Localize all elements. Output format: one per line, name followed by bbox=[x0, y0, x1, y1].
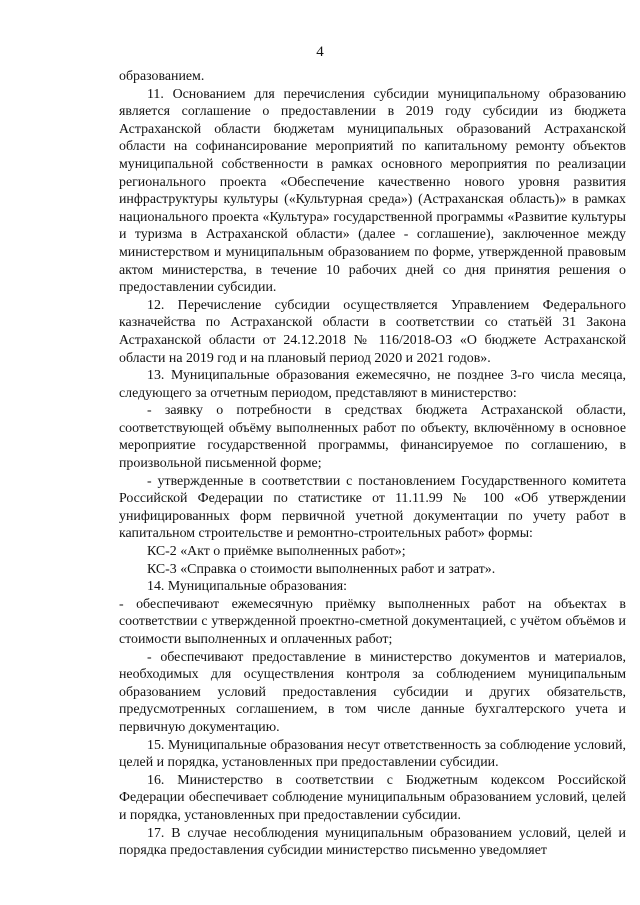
paragraph-12: 12. Перечисление субсидии осуществляется Управлением Федерального казначейства по Астраханской области в соответствии со статьёй 31 Закона Астраханской области от 24.12.2018 № 116/2018-ОЗ «О бюджете Астраханской области на 2019 год и на плановый период 2020 и 2021 годов». bbox=[119, 297, 626, 366]
paragraph-continuation: образованием. bbox=[119, 69, 205, 84]
paragraph-14-item-acceptance: - обеспечивают ежемесячную приёмку выполненных работ на объектах в соответствии с утвержденной проектно-сметной документацией, с учётом объёмов и стоимости выполненных и оплаченных работ; bbox=[119, 596, 626, 647]
paragraph-14: 14. Муниципальные образования: bbox=[147, 579, 348, 595]
paragraph-14-item-documents: - обеспечивают предоставление в министерство документов и материалов, необходимых для осуществления контроля за соблюдением муниципальным образованием условий предоставления субсидии и других обязательств, предусмотренных соглашением, в том числе данные бухгалтерского учета и первичную документацию. bbox=[119, 649, 626, 735]
paragraph-16: 16. Министерство в соответствии с Бюджетным кодексом Российской Федерации обеспечивает соблюдение муниципальным образованием условий, целей и порядка, установленных при предоставлении субсидии. bbox=[119, 772, 626, 823]
document-body bbox=[119, 68, 626, 860]
form-ks3: КС-3 «Справка о стоимости выполненных работ и затрат». bbox=[147, 561, 496, 577]
page-number: 4 bbox=[316, 44, 324, 60]
paragraph-13-item-forms: - утвержденные в соответствии с постановлением Государственного комитета Российской Федерации по статистике от 11.11.99 № 100 «Об утверждении унифицированных форм первичной учетной документации по учету работ в капитальном строительстве и ремонтно-строительных работ» формы: bbox=[119, 473, 626, 542]
paragraph-13-item-application: - заявку о потребности в средствах бюджета Астраханской области, соответствующей объёму выполненных работ по объекту, включённому в основное мероприятие государственной программы, финансируемое по соглашению, в произвольной письменной форме; bbox=[119, 403, 626, 472]
form-ks2: КС-2 «Акт о приёмке выполненных работ»; bbox=[147, 544, 406, 560]
paragraph-17: 17. В случае несоблюдения муниципальным образованием условий, целей и порядка предоставления субсидии министерство письменно уведомляет bbox=[119, 825, 626, 859]
paragraph-15: 15. Муниципальные образования несут ответственность за соблюдение условий, целей и порядка, установленных при предоставлении субсидии. bbox=[119, 737, 626, 771]
paragraph-11: 11. Основанием для перечисления субсидии муниципальному образованию является соглашение о предоставлении в 2019 году субсидии из бюджета Астраханской области бюджетам муниципальных образований Астраханской области на софинансирование мероприятий по капитальному ремонту объектов муниципальной собственности в рамках основного мероприятия по реализации регионального проекта «Обеспечение качественно нового уровня развития инфраструктуры культуры («Культурная среда») (Астраханская область)» в рамках национального проекта «Культура» государственной программы «Развитие культуры и туризма в Астраханской области» (далее - соглашение), заключенное между министерством и муниципальным образованием по форме, утвержденной правовым актом министерства, в течение 10 рабочих дней со дня принятия решения о предоставлении субсидии. bbox=[119, 86, 626, 296]
paragraph-13: 13. Муниципальные образования ежемесячно, не позднее 3-го числа месяца, следующего за отчетным периодом, представляют в министерство: bbox=[119, 368, 626, 401]
